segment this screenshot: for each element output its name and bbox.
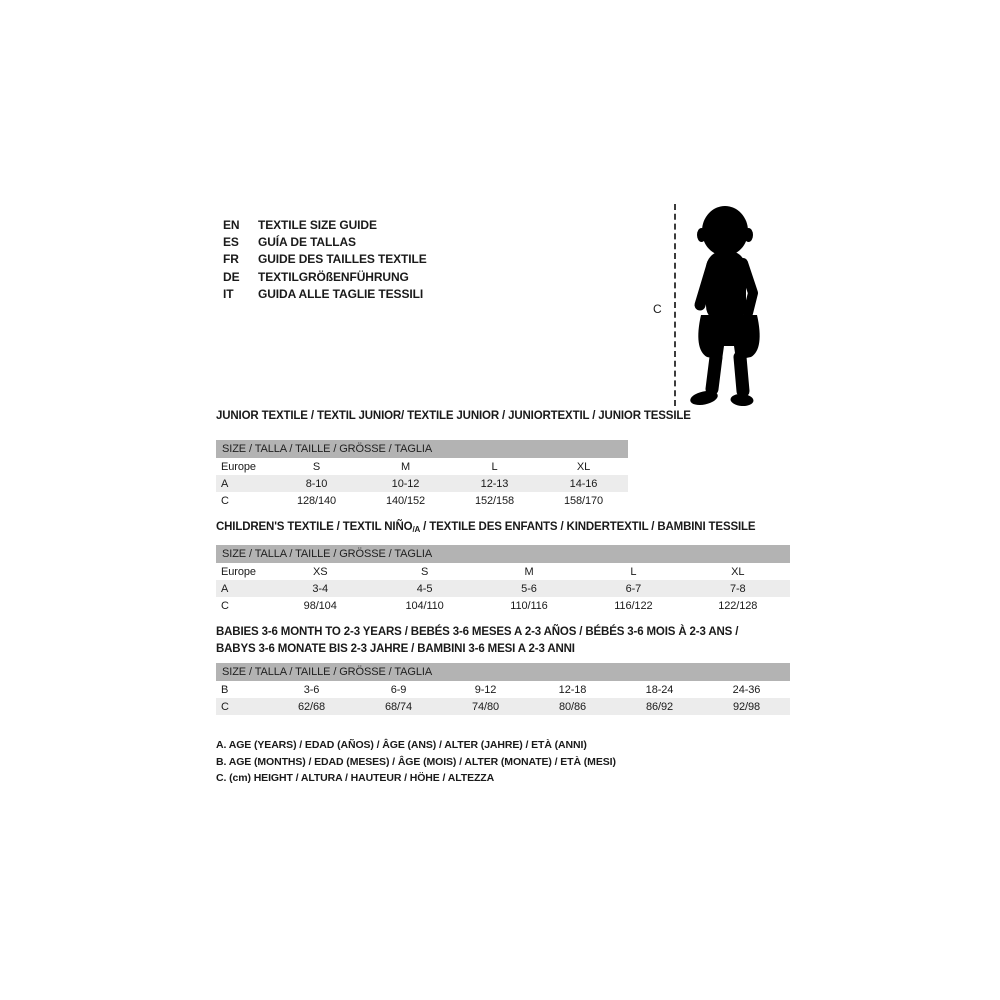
age-cell: 24-36 — [732, 683, 761, 696]
language-title: GUIDA ALLE TAGLIE TESSILI — [258, 286, 424, 301]
size-cell: M — [400, 460, 411, 473]
baby-silhouette-icon — [687, 205, 773, 410]
age-cell: 18-24 — [645, 683, 674, 696]
language-title: TEXTILGRÖßENFÜHRUNG — [258, 269, 409, 284]
size-header-bar: SIZE / TALLA / TAILLE / GRÖSSE / TAGLIA — [216, 663, 790, 681]
size-cell: XL — [731, 565, 745, 578]
children-title-main: CHILDREN'S TEXTILE / TEXTIL NIÑO — [216, 521, 413, 533]
height-cell: 68/74 — [384, 700, 413, 713]
age-cell: 5-6 — [521, 582, 537, 595]
size-cell: S — [420, 565, 429, 578]
table-row — [216, 698, 790, 715]
language-row-es — [223, 233, 427, 250]
legend — [216, 737, 616, 787]
language-code: IT — [223, 286, 234, 301]
height-cell: 122/128 — [718, 599, 758, 612]
table-row — [216, 475, 628, 492]
children-title-rest: / TEXTILE DES ENFANTS / KINDERTEXTIL / BAMBINI TESSILE — [420, 521, 756, 533]
language-title: GUIDE DES TAILLES TEXTILE — [258, 252, 427, 267]
legend-age-months: B. AGE (MONTHS) / EDAD (MESES) / ÂGE (MOIS) / ALTER (MONATE) / ETÀ (MESI) — [216, 755, 616, 768]
size-cell: XS — [312, 565, 328, 578]
height-cell: 140/152 — [385, 494, 426, 507]
row-label: C — [221, 494, 229, 507]
table-row — [216, 580, 790, 597]
age-cell: 14-16 — [569, 477, 598, 490]
language-row-de — [223, 268, 427, 285]
babies-table — [216, 663, 790, 715]
age-cell: 3-4 — [312, 582, 328, 595]
language-code: DE — [223, 269, 240, 284]
age-cell: 6-9 — [390, 683, 407, 696]
height-cell: 74/80 — [471, 700, 500, 713]
age-cell: 9-12 — [474, 683, 497, 696]
legend-age-years: A. AGE (YEARS) / EDAD (AÑOS) / ÂGE (ANS) / ALTER (JAHRE) / ETÀ (ANNI) — [216, 739, 587, 751]
size-cell: XL — [576, 460, 591, 473]
table-row — [216, 597, 790, 614]
language-code: ES — [223, 234, 239, 249]
size-cell: M — [524, 565, 534, 578]
size-cell: S — [312, 460, 321, 473]
height-cell: 152/158 — [474, 494, 515, 507]
size-cell: L — [491, 460, 498, 473]
language-row-it — [223, 285, 427, 302]
height-measure-line — [674, 204, 676, 406]
age-cell: 6-7 — [625, 582, 642, 595]
height-cell: 104/110 — [405, 599, 444, 612]
size-header-bar: SIZE / TALLA / TAILLE / GRÖSSE / TAGLIA — [216, 545, 790, 563]
height-cell: 80/86 — [558, 700, 587, 713]
size-cell: L — [630, 565, 637, 578]
height-cell: 158/170 — [563, 494, 604, 507]
age-cell: 3-6 — [303, 683, 320, 696]
language-code: EN — [223, 217, 240, 232]
age-cell: 12-18 — [558, 683, 587, 696]
table-row — [216, 492, 628, 509]
babies-table-title-line1: BABIES 3-6 MONTH TO 2-3 YEARS / BEBÉS 3-6 MESES A 2-3 AÑOS / BÉBÉS 3-6 MOIS À 2-3 ANS / — [216, 626, 739, 638]
height-cell: 116/122 — [614, 599, 653, 612]
row-label: Europe — [221, 565, 256, 578]
table-row — [216, 458, 628, 475]
row-label: C — [221, 599, 229, 612]
row-label: Europe — [221, 460, 256, 473]
age-cell: 7-8 — [729, 582, 746, 595]
size-header-bar: SIZE / TALLA / TAILLE / GRÖSSE / TAGLIA — [216, 440, 628, 458]
language-row-en — [223, 216, 427, 233]
height-cell: 128/140 — [296, 494, 337, 507]
table-row — [216, 563, 790, 580]
table-row — [216, 681, 790, 698]
height-cell: 98/104 — [303, 599, 337, 612]
height-measure-label: C — [653, 302, 662, 316]
language-code: FR — [223, 252, 239, 267]
height-cell: 62/68 — [297, 700, 326, 713]
row-label: A — [221, 477, 229, 490]
height-cell: 86/92 — [645, 700, 674, 713]
language-row-fr — [223, 251, 427, 268]
children-table-title — [216, 521, 755, 534]
language-title: TEXTILE SIZE GUIDE — [258, 217, 377, 232]
babies-table-title-line2: BABYS 3-6 MONATE BIS 2-3 JAHRE / BAMBINI 3-6 MESI A 2-3 ANNI — [216, 643, 575, 655]
age-cell: 8-10 — [305, 477, 328, 490]
junior-table — [216, 440, 628, 509]
height-cell: 92/98 — [732, 700, 761, 713]
row-label: B — [221, 683, 229, 696]
language-title: GUÍA DE TALLAS — [258, 234, 356, 249]
children-title-sub: /A — [412, 525, 421, 534]
junior-table-title: JUNIOR TEXTILE / TEXTIL JUNIOR/ TEXTILE JUNIOR / JUNIORTEXTIL / JUNIOR TESSILE — [216, 410, 691, 422]
age-cell: 10-12 — [391, 477, 420, 490]
height-cell: 110/116 — [510, 599, 548, 612]
row-label: A — [221, 582, 229, 595]
age-cell: 12-13 — [480, 477, 509, 490]
language-header — [223, 216, 427, 302]
legend-height-cm: C. (cm) HEIGHT / ALTURA / HAUTEUR / HÖHE / ALTEZZA — [216, 772, 495, 784]
age-cell: 4-5 — [416, 582, 433, 595]
children-table — [216, 545, 790, 614]
row-label: C — [221, 700, 229, 713]
